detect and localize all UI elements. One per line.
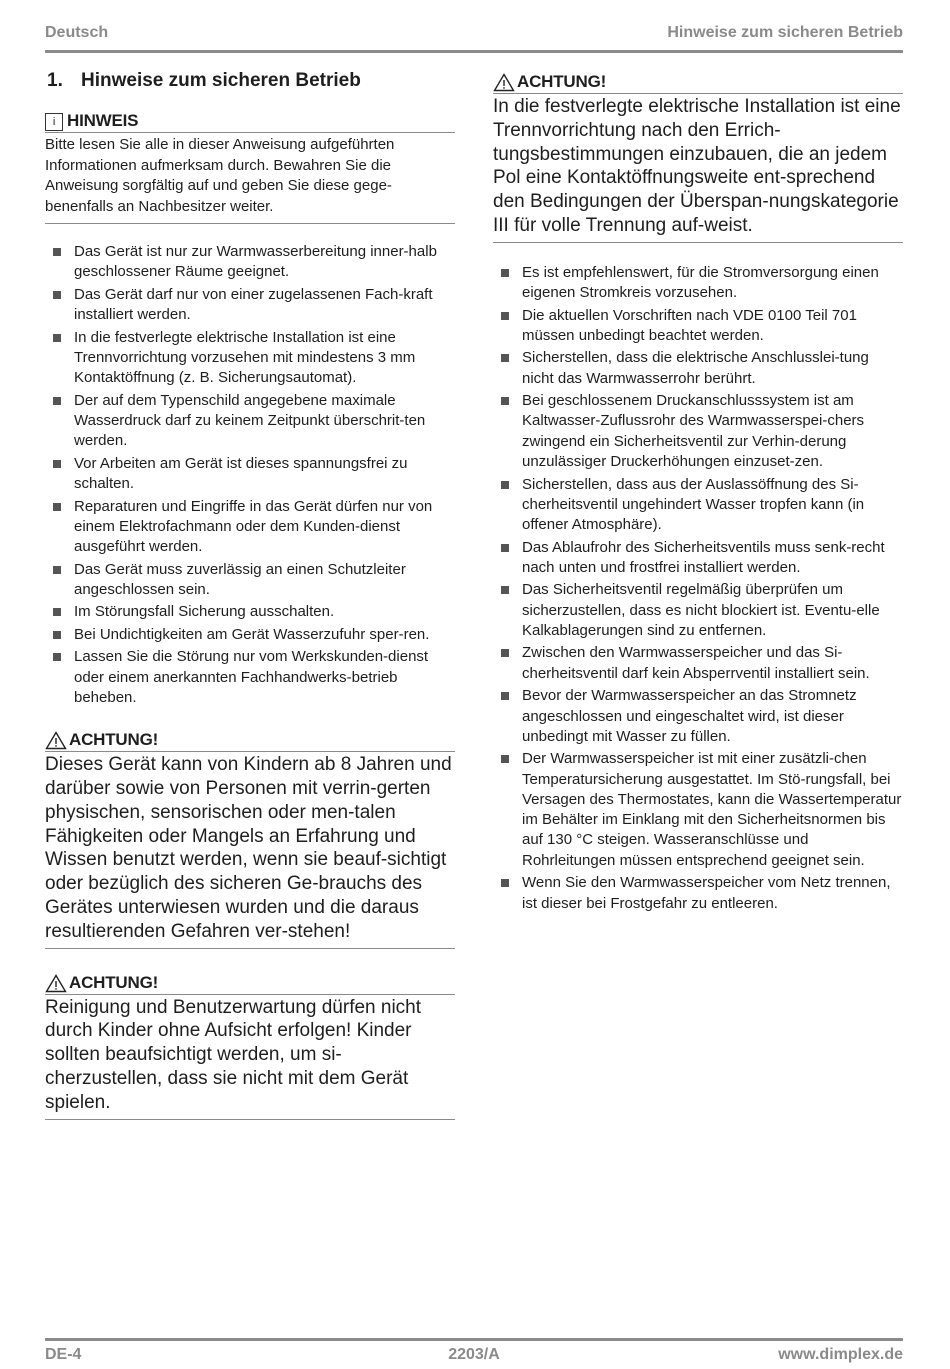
- warning-label: ACHTUNG!: [69, 972, 159, 992]
- warning-triangle-icon: [45, 731, 67, 750]
- warning-triangle-icon: [45, 974, 67, 993]
- list-item: Das Gerät darf nur von einer zugelassenen Fach-kraft installiert werden.: [45, 285, 455, 326]
- footer-page-number: DE-4: [45, 1346, 82, 1363]
- warning-block-cleaning: [45, 973, 455, 1120]
- footer-revision: 2203/A: [448, 1346, 500, 1363]
- list-item: Sicherstellen, dass die elektrische Anschlusslei-tung nicht das Warmwasserrohr berührt.: [493, 348, 903, 389]
- list-item: In die festverlegte elektrische Installation ist eine Trennvorrichtung vorzusehen mit mindestens 3 mm Kontaktöffnung (z. B. Sicherungsautomat).: [45, 328, 455, 389]
- list-item: Die aktuellen Vorschriften nach VDE 0100 Teil 701 müssen unbedingt beachtet werden.: [493, 306, 903, 347]
- header-section-title: Hinweise zum sicheren Betrieb: [667, 24, 903, 41]
- list-item: Der Warmwasserspeicher ist mit einer zusätzli-chen Temperatursicherung ausgestattet. Im Stö-rungsfall, bei Versagen des Thermostates, kann die Wassertemperatur im Behälter im Einklang mit den Sicherheitsnormen bis auf 130 °C steigen. Wasseranschlüsse und Rohrleitungen müssen entsprechend geeignet sein.: [493, 749, 903, 871]
- list-item: Das Sicherheitsventil regelmäßig überprüfen um sicherzustellen, dass es nicht blockiert ist. Eventu-elle Kalkablagerungen sind zu entfernen.: [493, 580, 903, 641]
- section-number: 1.: [47, 70, 63, 91]
- list-item: Im Störungsfall Sicherung ausschalten.: [45, 602, 455, 622]
- page-title: [47, 70, 455, 100]
- right-column: [493, 72, 903, 916]
- warning-text: Reinigung und Benutzerwartung dürfen nicht durch Kinder ohne Aufsicht erfolgen! Kinder sollten beaufsichtigt werden, um si-cherzustellen, dass sie nicht mit dem Gerät spielen.: [45, 996, 455, 1120]
- warning-triangle-icon: [493, 73, 515, 92]
- list-item: Bei geschlossenem Druckanschlusssystem ist am Kaltwasser-Zuflussrohr des Warmwasserspei-chers zwingend ein Sicherheitsventil zur Verhin-derung unzulässiger Druckerhöhungen einzuset-zen.: [493, 391, 903, 472]
- list-item: Zwischen den Warmwasserspeicher und das Si-cherheitsventil darf kein Absperrventil installiert sein.: [493, 643, 903, 684]
- safety-list-right: [493, 263, 903, 914]
- warning-heading: [493, 72, 903, 94]
- list-item: Vor Arbeiten am Gerät ist dieses spannungsfrei zu schalten.: [45, 454, 455, 495]
- warning-block-installation: [493, 72, 903, 243]
- warning-block-children: [45, 730, 455, 948]
- list-item: Sicherstellen, dass aus der Auslassöffnung des Si-cherheitsventil ungehindert Wasser tropfen kann (in offener Atmosphäre).: [493, 475, 903, 536]
- warning-heading: [45, 973, 455, 995]
- notice-heading: [45, 111, 455, 133]
- list-item: Das Ablaufrohr des Sicherheitsventils muss senk-recht nach unten und frostfrei installiert werden.: [493, 538, 903, 579]
- section-title-text: Hinweise zum sicheren Betrieb: [81, 70, 361, 91]
- list-item: Der auf dem Typenschild angegebene maximale Wasserdruck darf zu keinem Zeitpunkt überschrit-ten werden.: [45, 391, 455, 452]
- list-item: Es ist empfehlenswert, für die Stromversorgung einen eigenen Stromkreis vorzusehen.: [493, 263, 903, 304]
- list-item: Lassen Sie die Störung nur vom Werkskunden-dienst oder einem anerkannten Fachhandwerks-betrieb beheben.: [45, 647, 455, 708]
- notice-label: HINWEIS: [67, 111, 139, 130]
- warning-heading: [45, 730, 455, 752]
- footer-website: www.dimplex.de: [778, 1346, 903, 1363]
- list-item: Wenn Sie den Warmwasserspeicher vom Netz trennen, ist dieser bei Frostgefahr zu entleeren.: [493, 873, 903, 914]
- left-column: [45, 66, 455, 1120]
- warning-label: ACHTUNG!: [69, 730, 159, 750]
- list-item: Bei Undichtigkeiten am Gerät Wasserzufuhr sper-ren.: [45, 625, 455, 645]
- notice-block: [45, 111, 455, 224]
- list-item: Bevor der Warmwasserspeicher an das Stromnetz angeschlossen und eingeschaltet wird, ist dieser unbedingt mit Wasser zu füllen.: [493, 686, 903, 747]
- page-header: [45, 22, 903, 53]
- warning-label: ACHTUNG!: [517, 72, 607, 91]
- warning-text: Dieses Gerät kann von Kindern ab 8 Jahren und darüber sowie von Personen mit verrin-gerten physischen, sensorischen oder men-talen Fähigkeiten oder Mangels an Erfahrung und Wissen benutzt werden, wenn sie beauf-sichtigt oder bezüglich des sicheren Ge-brauchs des Gerätes unterwiesen wurden und die daraus resultierenden Gefahren ver-stehen!: [45, 753, 455, 948]
- notice-text: Bitte lesen Sie alle in dieser Anweisung aufgeführten Informationen aufmerksam durch. Bewahren Sie die Anweisung sorgfältig auf und geben Sie diese gege-benenfalls an Nachbesitzer weiter.: [45, 135, 455, 224]
- header-language: Deutsch: [45, 24, 109, 41]
- warning-text: In die festverlegte elektrische Installation ist eine Trennvorrichtung nach den Errich-tungsbestimmungen einzubauen, die an jedem Pol eine Kontaktöffnungsweite ent-sprechend den Bedingungen der Überspan-nungskategorie III für volle Trennung auf-weist.: [493, 95, 903, 243]
- safety-list-left: [45, 242, 455, 708]
- list-item: Das Gerät muss zuverlässig an einen Schutzleiter angeschlossen sein.: [45, 560, 455, 601]
- list-item: Reparaturen und Eingriffe in das Gerät dürfen nur von einem Elektrofachmann oder dem Kunden-dienst ausgeführt werden.: [45, 497, 455, 558]
- list-item: Das Gerät ist nur zur Warmwasserbereitung inner-halb geschlossener Räume geeignet.: [45, 242, 455, 283]
- page-footer: [45, 1338, 903, 1369]
- info-icon: i: [45, 113, 63, 131]
